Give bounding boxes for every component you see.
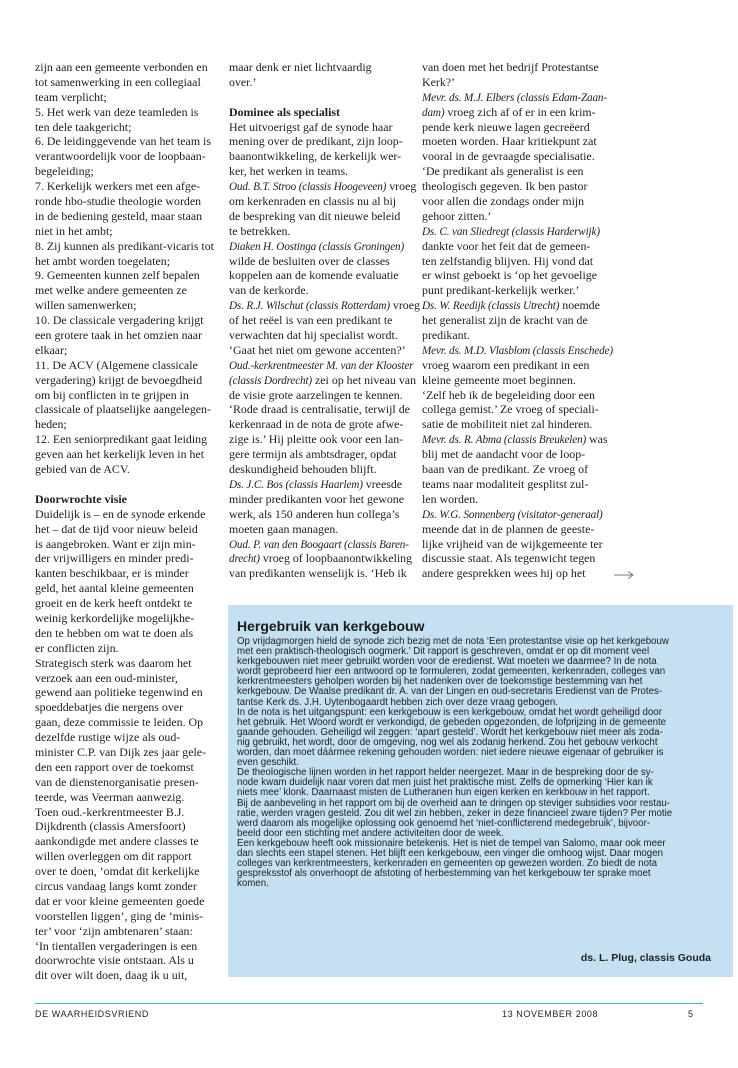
text-line: noemde (559, 298, 600, 313)
speaker-line (229, 179, 417, 194)
text-line: den een rapport over de toekomst (35, 759, 194, 774)
text-line: een grotere taak in het omzien naar (35, 328, 203, 343)
text-line: weinig kerkordelijke mogelijkhe- (35, 610, 195, 625)
speaker-name: (classis Dordrecht) (229, 374, 313, 387)
text-line: met welke andere gemeenten ze (35, 283, 187, 298)
text-line: was (586, 432, 608, 447)
box-text-line: Bij de aanbeveling in het rapport om bij de overheid aan te dringen op steviger subsidies voor restau- (237, 797, 670, 809)
text-line: vroeg (389, 298, 420, 313)
footer-rule (35, 1003, 703, 1004)
text-line: ker, het werken in teams. (229, 164, 349, 179)
text-line: spoeddebatjes die nergens over (35, 700, 184, 715)
speaker-name: dam) (422, 106, 445, 119)
text-line: van doen met het bedrijf Protestantse (422, 60, 599, 74)
text-line: heden; (35, 417, 67, 432)
text-line: teams naar modaliteit gesplitst zul- (422, 476, 589, 491)
text-line: Strategisch sterk was daarom het (35, 655, 192, 670)
page-number: 5 (688, 1009, 694, 1019)
speaker-line (229, 537, 411, 552)
text-line: ten dele taakgericht; (35, 119, 132, 134)
text-line: 7. Kerkelijk werkers met een afge- (35, 179, 201, 194)
box-text-line: kerkgebouw. De Waalse predikant dr. A. van der Lingen en oud-secretaris Eredienst van de Protes- (237, 686, 663, 698)
text-line: blij met de aandacht voor de loop- (422, 447, 586, 462)
box-text-line: gespreksstof als onverhoopt de afstoting of herbestemming van het kerkgebouw ter sprake moet (237, 868, 651, 880)
text-line: het – dat de tijd voor nieuw beleid (35, 521, 198, 536)
text-line: tot samenwerking in een collegiaal (35, 74, 201, 89)
text-line: discussie staat. Als tegenwicht tegen (422, 551, 596, 566)
text-line: minder predikanten voor het gewone (229, 491, 404, 506)
text-line: geven aan het kerkelijk leven in het (35, 447, 205, 462)
text-line: team verplicht; (35, 89, 107, 104)
text-line: Kerk?’ (422, 74, 456, 89)
text-line: gere termijn als ambtsdrager, opdat (229, 447, 397, 462)
text-line: deskundigheid behouden blijft. (229, 462, 377, 477)
box-text-line: het gebruik. Het Woord wordt er verkondigd, de gebeden opgezonden, de lofprijzing in de gemeente (237, 716, 667, 728)
text-line: elkaar; (35, 342, 68, 357)
box-signature: ds. L. Plug, classis Gouda (580, 952, 711, 964)
text-line: dit over wilt doen, daag ik u uit, (35, 968, 188, 983)
text-line: ten zelfstandig blijven. Hij vond dat (422, 253, 594, 268)
text-line: de visie grote aarzelingen te kennen. (229, 387, 403, 402)
text-line: satie de mobiliteit niet zal hinderen. (422, 417, 593, 432)
text-line: Dijkdrenth (classis Amersfoort) (35, 819, 186, 834)
text-line: om kerkenraden en classis nu al bij (229, 194, 397, 209)
text-line: willen overleggen om dit rapport (35, 849, 192, 864)
speaker-name: Ds. R.J. Wilschut (classis Rotterdam) (229, 300, 390, 313)
sidebar-box-kerkgebouw (228, 605, 733, 977)
text-line: baanontwikkeling, de kerkelijk wer- (229, 149, 402, 164)
text-line: kerkenraad in de nota de grote afwe- (229, 417, 404, 432)
text-line: ‘Rode draad is centralisatie, terwijl de (229, 402, 410, 417)
box-text-line: In de nota is het uitgangspunt: een kerkgebouw is een kerkgebouw, omdat het wordt geheiligd door (237, 706, 662, 718)
text-line: minister C.P. van Dijk zes jaar gele- (35, 744, 207, 759)
text-line: Toen oud.-kerkrentmeester B.J. (35, 804, 185, 819)
text-line: te betrekken. (229, 223, 291, 238)
text-line: vroeg zich af of er in een krim- (444, 104, 596, 119)
text-line: moeten worden. Haar kritiekpunt zat (422, 134, 597, 149)
box-text-line: colleges van kerkrentmeesters, kerkenraden en gemeenten op gewezen worden. Zo biedt de nota (237, 858, 658, 870)
text-line: begeleiding; (35, 164, 94, 179)
speaker-line (422, 105, 604, 120)
text-line: geld, het aantal kleine gemeenten (35, 581, 194, 596)
text-line: is aangebroken. Want er zijn min- (35, 536, 196, 551)
text-line: gewend aan politieke tegenwind en (35, 685, 203, 700)
speaker-line (229, 298, 420, 313)
text-line: willen samenwerken; (35, 298, 137, 313)
box-text-line: niets mee’ klonk. Daarnaast misten de Lutheranen hun eigen kerken en kerkbouw in het rapport. (237, 787, 650, 799)
text-line: ter’ voor ‘zijn ambtenaren’ staan: (35, 923, 193, 938)
text-line: ‘De predikant als generalist is een (422, 164, 584, 179)
text-line: vooral in de gevraagde specialisatie. (422, 149, 595, 164)
text-line: van de kerkorde. (229, 283, 309, 298)
text-line: lijke vrijheid van de wijkgemeente ter (422, 536, 603, 551)
speaker-name: Diaken H. Oostinga (classis Groningen) (229, 240, 405, 253)
speaker-name: Oud. B.T. Stroo (classis Hoogeveen) (229, 181, 387, 194)
footer-publication: DE WAARHEIDSVRIEND (35, 1009, 149, 1019)
text-line: 8. Zij kunnen als predikant-vicaris tot (35, 238, 214, 253)
speaker-name: drecht) (229, 553, 260, 566)
speaker-line (422, 432, 608, 447)
text-line: 6. De leidinggevende van het team is (35, 134, 211, 149)
text-line: vreesde (362, 476, 403, 491)
text-line: mening over de predikant, zijn loop- (229, 134, 403, 149)
text-line: ‘Zelf heb ik de begeleiding door een (422, 387, 596, 402)
text-line: verantwoordelijk voor de loopbaan- (35, 149, 206, 164)
text-line: gaan, deze commissie te leiden. Op (35, 715, 204, 730)
text-line: andere gesprekken wees hij op het (422, 566, 586, 581)
text-line: niet in het ambt; (35, 223, 113, 238)
text-line: classicale of plaatselijke aangelegen- (35, 402, 211, 417)
text-line: zige is.’ Hij pleitte ook voor een lan- (229, 432, 404, 447)
speaker-name: Ds. J.C. Bos (classis Haarlem) (229, 478, 363, 491)
text-line: wilde de besluiten over de classes (229, 253, 390, 268)
blank-line (229, 90, 411, 105)
text-line: len worden. (422, 491, 479, 506)
box-text-line: beeld door een stichting met andere activiteiten door de week. (237, 827, 504, 839)
text-line: collega gemist.’ Ze vroeg of speciali- (422, 402, 599, 417)
section-heading: Dominee als specialist (229, 104, 340, 119)
footer-date: 13 NOVEMBER 2008 (502, 1009, 599, 1019)
box-text-line: node kwam duidelijk naar voren dat men juist het praktische mist. Zelfs de opmerking ‘Hier kan ik (237, 777, 653, 789)
text-line: ronde hbo-studie theologie worden (35, 194, 202, 209)
text-line: koppelen aan de komende evaluatie (229, 268, 399, 283)
box-text-line: werd daarom als mogelijke oplossing ook genoemd het ‘niet-conflicterend medegebruik’, bijvoor- (237, 817, 651, 829)
box-text-line: even geschikt. (237, 757, 299, 769)
text-line: der vrijwilligers en minder predi- (35, 551, 194, 566)
speaker-line (422, 224, 604, 239)
text-line: gehoor zitten.’ (422, 208, 492, 223)
text-line: dezelfde rustige wijze als oud- (35, 730, 181, 745)
text-line: baan van de predikant. Ze vroeg of (422, 462, 589, 477)
speaker-line (229, 477, 411, 492)
section-heading: Doorwrochte visie (35, 491, 127, 506)
text-line: predikant. (422, 328, 470, 343)
box-text-line: wordt geprobeerd hier een antwoord op te formuleren, zodat gemeenten, kerkenraden, colleges van (237, 666, 666, 678)
speaker-name: Mevr. ds. M.J. Elbers (classis Edam-Zaan- (422, 91, 607, 104)
article-column-3 (422, 60, 613, 581)
text-line: 10. De classicale vergadering krijgt (35, 313, 204, 328)
speaker-name: Mevr. ds. R. Abma (classis Breukelen) (422, 434, 587, 447)
box-text-line: worden, dan moet dáármee rekening gehouden worden: niet iedere nieuwe eigenaar of gebruiker is (237, 747, 664, 759)
box-text-line: komen. (237, 878, 269, 890)
text-line: kanten beschikbaar, er is minder (35, 566, 189, 581)
text-line: aankondigde met andere classes te (35, 834, 199, 849)
box-text-line: tantse Kerk ds. J.H. Uytenbogaardt hebben zich over deze vraag gebogen. (237, 696, 558, 708)
article-column-2 (229, 60, 420, 581)
text-line: ‘Gaat het niet om gewone accenten?’ (229, 342, 406, 357)
box-text-line: gaande gehouden. Geheiligd wil zeggen: ‘apart gesteld’. Wordt het kerkgebouw niet meer als zoda- (237, 726, 663, 738)
speaker-name: Ds. W.G. Sonnenberg (visitator-generaal) (422, 508, 603, 521)
text-line: of het reëel is van een predikant te (229, 313, 393, 328)
box-text-line: met een praktisch-theologisch oogmerk.’ Dit rapport is geschreven, omdat er op dit moment veel (237, 646, 650, 658)
text-line: ‘In tientallen vergaderingen is een (35, 938, 198, 953)
text-line: dankte voor het feit dat de gemeen- (422, 238, 591, 253)
text-line: vroeg (386, 179, 417, 194)
text-line: over.’ (229, 74, 257, 89)
text-line: pende kerk nieuwe lagen gecreëerd (422, 119, 590, 134)
text-line: meende dat in de plannen de geeste- (422, 521, 595, 536)
text-line: 9. Gemeenten kunnen zelf bepalen (35, 268, 200, 283)
blank-line (35, 477, 217, 492)
text-line: verzoek aan een oud-minister, (35, 670, 178, 685)
speaker-line (422, 90, 607, 105)
text-line: 11. De ACV (Algemene classicale (35, 357, 198, 372)
text-line: kleine gemeente moet beginnen. (422, 372, 576, 387)
arrow-right-icon (613, 569, 635, 581)
box-text-line: kerkrentmeesters geholpen worden bij het nadenken over de toekomstige bestemming van het (237, 676, 643, 688)
text-line: dat er voor kleine gemeenten goede (35, 893, 205, 908)
text-line: het ambt worden toegelaten; (35, 253, 171, 268)
text-line: het generalist zijn de kracht van de (422, 313, 588, 328)
box-title: Hergebruik van kerkgebouw (237, 618, 425, 634)
box-text-line: De theologische lijnen worden in het rapport helder neergezet. Maar in de bespreking door de sy- (237, 767, 654, 779)
box-text-line: kerkgebouwen niet meer gebruikt worden voor de eredienst. Wat moeten we daarmee? In de nota (237, 656, 657, 668)
text-line: groeit en de kerk heeft ontdekt te (35, 596, 193, 611)
speaker-name: Oud. P. van den Boogaart (classis Baren- (229, 538, 409, 551)
box-body (237, 637, 672, 889)
speaker-name: Ds. W. Reedijk (classis Utrecht) (422, 300, 560, 313)
text-line: in de bediening gesteld, maar staan (35, 208, 203, 223)
speaker-name: Ds. C. van Sliedregt (classis Harderwijk) (422, 225, 600, 238)
text-line: vroeg waarom een predikant in een (422, 357, 590, 372)
speaker-line (229, 551, 411, 566)
speaker-line (422, 343, 613, 358)
text-line: van de dienstenorganisatie presen- (35, 774, 199, 789)
box-text-line: Een kerkgebouw heeft ook missionaire betekenis. Het is niet de tempel van Salomo, maar ook meer (237, 837, 666, 849)
text-line: er winst geboekt is ‘op het gevoelige (422, 268, 598, 283)
text-line: vergadering) krijgt de bevoegdheid (35, 372, 203, 387)
speaker-line (422, 507, 604, 522)
text-line: punt predikant-kerkelijk werker.’ (422, 283, 580, 298)
article-column-1 (35, 60, 217, 983)
box-text-line: ratie, werden vragen gesteld. Zou dit wel zin hebben, zeker in deze financieel zware tijden? Per motie (237, 807, 673, 819)
box-text-line: Op vrijdagmorgen hield de synode zich bezig met de nota ‘Een protestantse visie op het kerkgebouw (237, 636, 669, 647)
text-line: Het uitvoerigst gaf de synode haar (229, 119, 393, 134)
box-text-line: nig gebruikt, het wordt, door de omgeving, nog wel als zodanig herkend. Zou het gebouw verkocht (237, 736, 658, 748)
text-line: theologisch gegeven. Ik ben pastor (422, 179, 588, 194)
text-line: 5. Het werk van deze teamleden is (35, 104, 199, 119)
text-line: over te doen, ‘omdat dit kerkelijke (35, 864, 200, 879)
text-line: den te hebben om wat te doen als (35, 625, 194, 640)
speaker-name: Oud.-kerkrentmeester M. van der Klooster (229, 359, 414, 372)
text-line: van predikanten wenselijk is. ‘Heb ik (229, 566, 407, 581)
text-line: circus vandaag langs komt zonder (35, 878, 197, 893)
text-line: maar denk er niet lichtvaardig (229, 60, 372, 74)
text-line: gebied van de ACV. (35, 462, 130, 477)
speaker-line (229, 358, 414, 373)
text-line: zei op het niveau van (312, 372, 417, 387)
text-line: er conflicten zijn. (35, 640, 119, 655)
text-line: om bij conflicten in te grijpen in (35, 387, 189, 402)
box-text-line: dan slechts een stapel stenen. Het blijft een kerkgebouw, een vinger die omhoog wijst. Daar mogen (237, 847, 663, 859)
speaker-line (422, 298, 604, 313)
speaker-line (229, 239, 411, 254)
speaker-line (229, 372, 417, 388)
text-line: moeten gaan managen. (229, 521, 339, 536)
text-line: 12. Een seniorpredikant gaat leiding (35, 432, 208, 447)
text-line: werk, als 150 anderen hun collega’s (229, 506, 400, 521)
text-line: teerde, was Veerman aanwezig. (35, 789, 185, 804)
text-line: vroeg of loopbaanontwikkeling (259, 551, 413, 566)
text-line: Duidelijk is – en de synode erkende (35, 506, 206, 521)
text-line: voorstellen liggen’, ging de ‘minis- (35, 908, 204, 923)
text-line: de bespreking van dit nieuwe beleid (229, 208, 401, 223)
speaker-name: Mevr. ds. M.D. Vlasblom (classis Enschede) (422, 344, 613, 357)
text-line: zijn aan een gemeente verbonden en (35, 60, 208, 74)
text-line: verwachten dat hij specialist wordt. (229, 328, 398, 343)
text-line: doorwrochte visie ontstaan. Als u (35, 953, 194, 968)
text-line: voor allen die zondags onder mijn (422, 194, 585, 209)
